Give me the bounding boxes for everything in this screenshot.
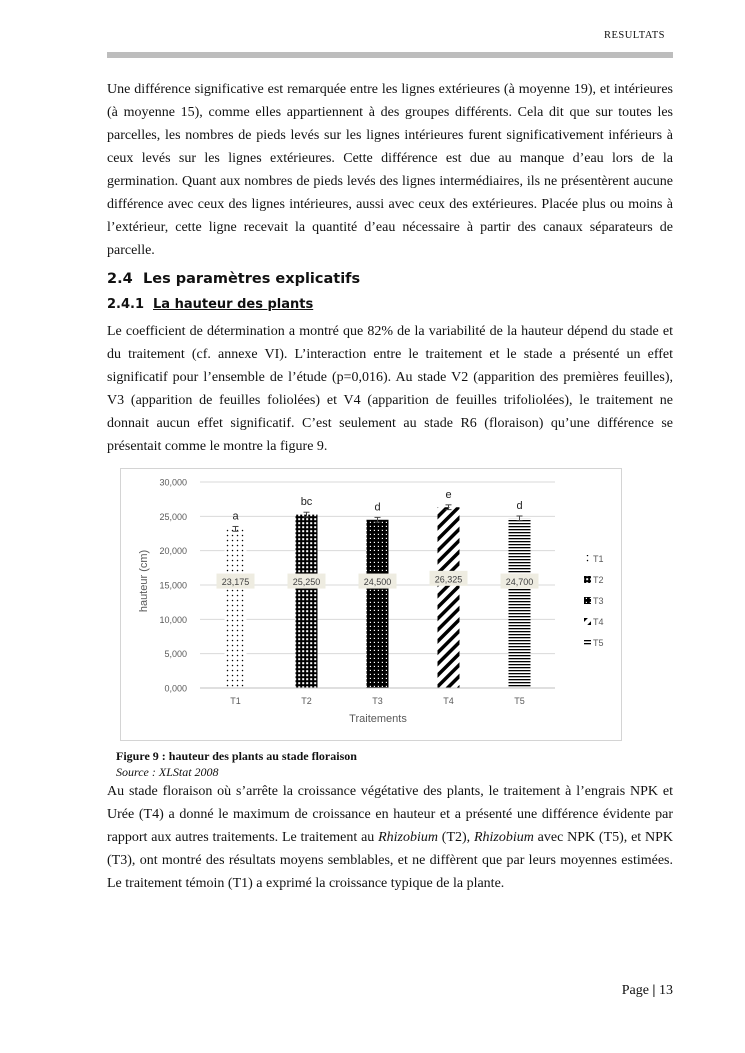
- legend-label-T2: T2: [593, 575, 604, 585]
- y-tick-label: 15,000: [159, 580, 187, 591]
- legend-swatch-T4: [584, 618, 591, 625]
- y-tick-label: 5,000: [164, 649, 187, 660]
- legend-swatch-T3: [584, 597, 591, 604]
- bar-T2: [296, 515, 318, 688]
- subsection-title: La hauteur des plants: [153, 297, 314, 312]
- data-label-T1: 23,175: [221, 577, 250, 588]
- paragraph-3-part-1: Au stade floraison où s’arrête la croissance végétative des plants, le traitement à l’engrais NPK et Urée (T4) a donné le maximum de croissance en hauteur et a présenté une différence évidente par rapport aux autres traitements. Le traitement au: [107, 784, 673, 845]
- header-rule: [107, 52, 673, 58]
- section-title: Les paramètres explicatifs: [143, 271, 361, 287]
- x-tick-label-T1: T1: [230, 696, 241, 706]
- paragraph-1: Une différence significative est remarquée entre les lignes extérieures (à moyenne 19), et intérieures (à moyenne 15), comme elles appartiennent à des groupes différents. Cela dit que sur toutes les parcelles, les nombres de pieds levés sur les lignes intérieures furent significativement inférieurs à ceux levés sur les lignes extérieures. Cette différence est due au manque d’eau lors de la germination. Quant aux nombres de pieds levés des lignes intermédiaires, ils ne présentèrent aucune différence avec ceux des lignes intérieures, aussi avec ceux des extérieures. Placée plus ou moins à l’extérieur, cette ligne recevait la quantité d’eau nécessaire à partir des canaux séparateurs de parcelle.: [107, 82, 673, 258]
- bar-T4: [438, 507, 460, 688]
- data-label-T2: 25,250: [292, 577, 321, 588]
- legend-label-T5: T5: [593, 638, 604, 648]
- x-axis-title: Traitements: [349, 713, 407, 725]
- significance-letter-T4: e: [445, 488, 452, 501]
- x-tick-label-T4: T4: [443, 696, 454, 706]
- legend-swatch-T2: [584, 576, 591, 583]
- y-tick-label: 0,000: [164, 683, 187, 694]
- subsection-heading: [107, 294, 673, 316]
- running-header: RESULTATS: [603, 30, 665, 41]
- significance-letter-T3: d: [374, 501, 381, 514]
- section-number: 2.4: [107, 271, 133, 287]
- data-label-T3: 24,500: [363, 577, 392, 588]
- figure-caption: Figure 9 : hauteur des plants au stade floraison: [116, 749, 357, 763]
- significance-letter-T5: d: [516, 499, 523, 512]
- figure-source: Source : XLStat 2008: [116, 765, 219, 779]
- data-label-T5: 24,700: [505, 577, 534, 588]
- data-label-T4: 26,325: [434, 574, 463, 585]
- x-tick-label-T3: T3: [372, 696, 383, 706]
- y-tick-label: 30,000: [159, 477, 187, 488]
- y-tick-label: 10,000: [159, 614, 187, 625]
- legend-label-T4: T4: [593, 617, 604, 627]
- bar-T3: [367, 520, 389, 688]
- y-tick-label: 25,000: [159, 511, 187, 522]
- y-axis-title: hauteur (cm): [138, 549, 150, 613]
- significance-letter-T2: bc: [300, 496, 313, 509]
- bar-T1: [225, 529, 247, 688]
- significance-letter-T1: a: [232, 510, 239, 523]
- page-footer: [622, 983, 673, 999]
- page-separator: |: [652, 983, 656, 998]
- legend-label-T1: T1: [593, 554, 604, 564]
- bar-chart-svg: [121, 469, 621, 740]
- x-tick-label-T2: T2: [301, 696, 312, 706]
- page-label: Page: [621, 983, 649, 998]
- paragraph-2: Le coefficient de détermination a montré que 82% de la variabilité de la hauteur dépend du stade et du traitement (cf. annexe VI). L’interaction entre le traitement et le stade a présenté un effet significatif pour l’ensemble de l’étude (p=0,016). Au stade V2 (apparition des premières feuilles), V3 (apparition de feuilles foliolées) et V4 (apparition de feuilles trifoliolées), le traitement ne donnait aucun effet significatif. C’est seulement au stade R6 (floraison) qu’une différence se présentait comme le montre la figure 9.: [107, 324, 673, 454]
- paragraph-3-part-3: avec NPK (T5), et NPK (T3), ont montré des résultats moyens semblables, et ne diffèrent que par leurs moyennes estimées. Le traitement témoin (T1) a exprimé la croissance typique de la plante.: [107, 830, 673, 891]
- rhizobium-term-2: Rhizobium: [473, 830, 534, 845]
- figure-caption-block: [116, 749, 673, 780]
- page-content: [107, 78, 673, 895]
- bar-T5: [509, 518, 531, 688]
- section-heading: [107, 268, 673, 290]
- legend-label-T3: T3: [593, 596, 604, 606]
- y-tick-label: 20,000: [159, 546, 187, 557]
- page-number: 13: [659, 983, 673, 998]
- paragraph-3: [107, 780, 673, 895]
- figure-9-chart: [120, 468, 622, 741]
- rhizobium-term-1: Rhizobium: [378, 830, 438, 845]
- x-tick-label-T5: T5: [514, 696, 525, 706]
- legend-swatch-T5: [584, 639, 591, 646]
- legend-swatch-T1: [584, 555, 591, 562]
- paragraph-3-part-2: (T2),: [437, 830, 474, 845]
- subsection-number: 2.4.1: [107, 297, 145, 312]
